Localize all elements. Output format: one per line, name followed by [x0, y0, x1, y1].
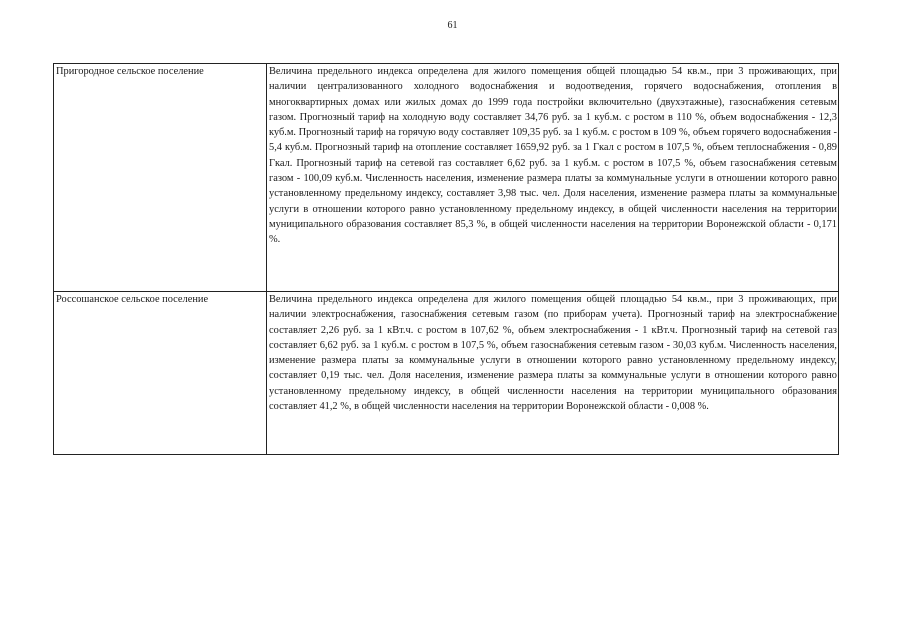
settlement-name-cell: Россошанское сельское поселение: [54, 292, 267, 455]
settlement-description-cell: Величина предельного индекса определена для жилого помещения общей площадью 54 кв.м., при 3 проживающих, при наличии электроснабжения, газоснабжения сетевым газом (по приборам учета). Прогнозный тариф на электроснабжение составляет 2,26 руб. за 1 кВт.ч. с ростом в 107,62 %, объем электроснабжения - 1 кВт.ч. Прогнозный тариф на сетевой газ составляет 6,62 руб. за 1 куб.м. с ростом в 107,5 %, объем газоснабжения сетевым газом - 30,03 куб.м. Численность населения, изменение размера платы за коммунальные услуги в отношении которого равно установленному предельному индексу, составляет 0,19 тыс. чел. Доля населения, изменение размера платы за коммунальные услуги в отношении которого равно установленному предельному индексу, в общей численности населения на территории муниципального образования составляет 41,2 %, в общей численности населения на территории Воронежской области - 0,008 %.: [267, 292, 839, 455]
settlement-description-cell: Величина предельного индекса определена для жилого помещения общей площадью 54 кв.м., при 3 проживающих, при наличии централизованного холодного водоснабжения и водоотведения, горячего водоснабжения, отопления в многоквартирных домах или жилых домах до 1999 года постройки включительно (двухэтажные), газоснабжения сетевым газом. Прогнозный тариф на холодную воду составляет 34,76 руб. за 1 куб.м. с ростом в 110 %, объем водоснабжения - 12,3 куб.м. Прогнозный тариф на горячую воду составляет 109,35 руб. за 1 куб.м. с ростом в 109 %, объем горячего водоснабжения - 5,4 куб.м. Прогнозный тариф на отопление составляет 1659,92 руб. за 1 Гкал с ростом в 107,5 %, объем теплоснабжения - 0,89 Гкал. Прогнозный тариф на сетевой газ составляет 6,62 руб. за 1 куб.м. с ростом в 107,5 %, объем газоснабжения сетевым газом - 100,09 куб.м. Численность населения, изменение размера платы за коммунальные услуги в отношении которого равно установленному предельному индексу, составляет 3,98 тыс. чел. Доля населения, изменение размера платы за коммунальные услуги в отношении которого равно установленному предельному индексу, в общей численности населения на территории муниципального образования составляет 85,3 %, в общей численности населения на территории Воронежской области - 0,171 %.: [267, 64, 839, 292]
tariff-table: [53, 63, 839, 455]
table-row: [54, 292, 839, 455]
page-number: 61: [447, 20, 458, 31]
settlement-name-cell: Пригородное сельское поселение: [54, 64, 267, 292]
table-row: [54, 64, 839, 292]
